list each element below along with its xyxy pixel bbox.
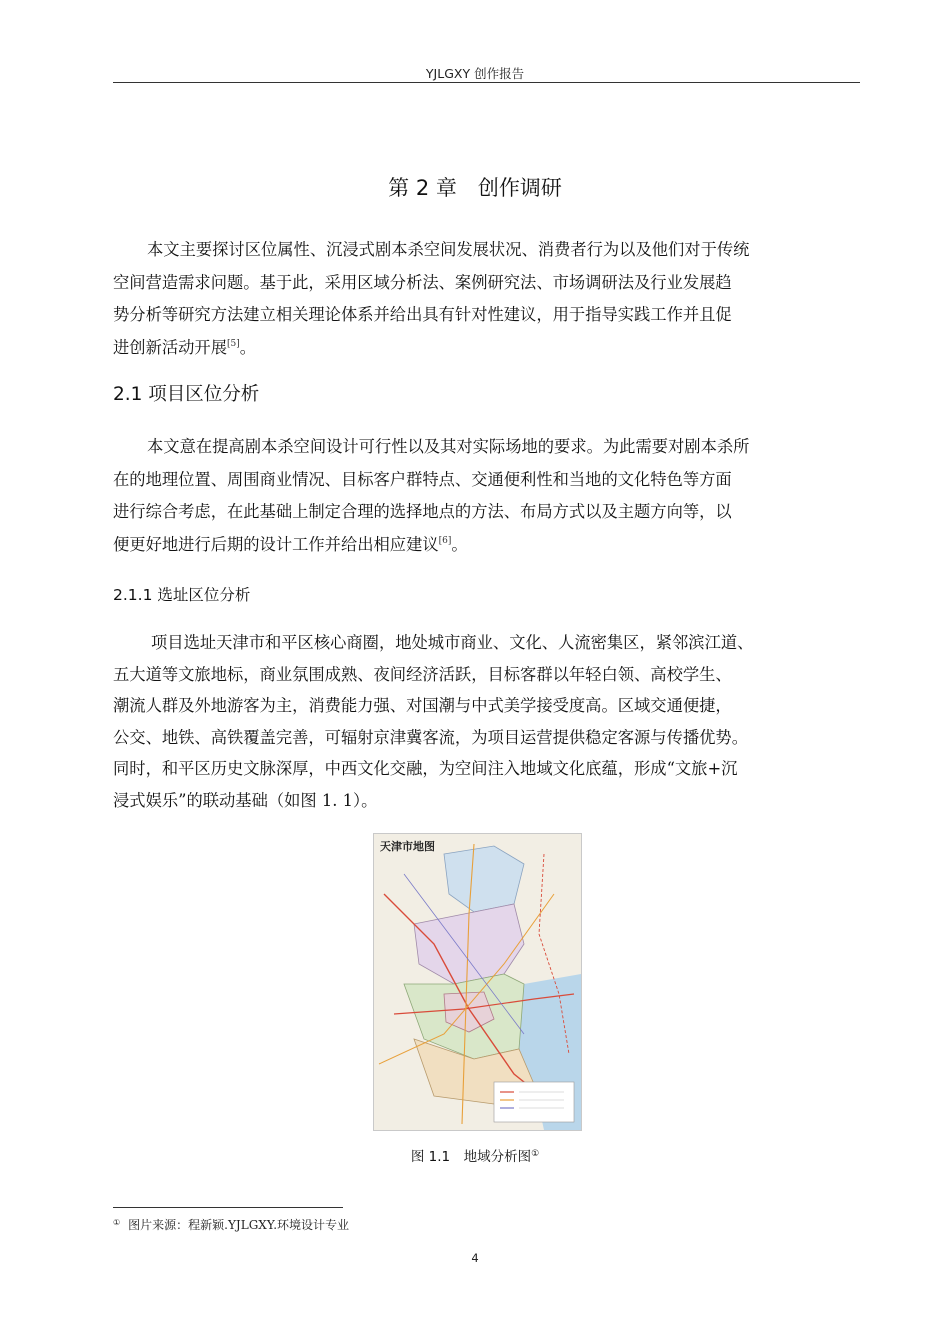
text-line: 五大道等文旅地标，商业氛围成熟、夜间经济活跃，目标客群以年轻白领、高校学生、 [113,664,732,684]
text-line: 项目选址天津市和平区核心商圈，地处城市商业、文化、人流密集区，紧邻滨江道、 [151,633,754,652]
section-2-1-paragraph [113,431,860,561]
text-line: 同时，和平区历史文脉深厚，中西文化交融，为空间注入地域文化底蕴，形成“文旅+沉 [113,759,738,778]
text-tail: 。 [239,337,257,357]
text-line-last [113,529,860,562]
text-line: 势分析等研究方法建立相关理论体系并给出具有针对性建议，用于指导实践工作并且促 [113,305,732,324]
text-line: 本文主要探讨区位属性、沉浸式剧本杀空间发展状况、消费者行为以及他们对于传统 [147,240,750,259]
footnote-mark: ① [113,1218,121,1227]
text-line: 本文意在提高剧本杀空间设计可行性以及其对实际场地的要求。为此需要对剧本杀所 [147,437,750,456]
footnote [113,1216,349,1233]
text-run: 便更好地进行后期的设计工作并给出相应建议 [113,534,439,554]
text-line-last [113,332,860,365]
section-heading-2-1-1: 2.1.1 选址区位分析 [113,586,251,604]
footnote-text: 图片来源：程新颖.YJLGXY.环境设计专业 [128,1218,350,1232]
map-title-label: 天津市地图 [380,840,435,853]
section-2-1-1-paragraph [113,627,860,816]
text-line: 空间营造需求问题。基于此，采用区域分析法、案例研究法、市场调研法及行业发展趋 [113,272,732,292]
footnote-marker[interactable]: ① [531,1149,540,1159]
text-line: 进行综合考虑，在此基础上制定合理的选择地点的方法、布局方式以及主题方向等，以 [113,502,732,521]
map-figure [373,833,582,1131]
text-line: 公交、地铁、高铁覆盖完善，可辐射京津冀客流，为项目运营提供稳定客源与传播优势。 [113,727,748,747]
footnote-rule [113,1207,343,1208]
figure-caption-text: 图 1.1 地域分析图 [410,1149,532,1165]
citation-ref[interactable]: [6] [438,535,452,546]
text-line: 潮流人群及外地游客为主，消费能力强、对国潮与中式美学接受度高。区域交通便捷， [113,696,732,715]
figure-caption [0,1145,950,1165]
running-header: YJLGXY 创作报告 [425,66,525,81]
intro-paragraph [113,234,860,364]
text-run: 进创新活动开展 [113,337,227,357]
section-heading-2-1: 2.1 项目区位分析 [113,384,260,405]
header-rule [113,82,860,83]
text-tail: 。 [451,534,468,554]
citation-ref[interactable]: [5] [226,338,240,349]
text-line: 在的地理位置、周围商业情况、目标客户群特点、交通便利性和当地的文化特色等方面 [113,469,732,489]
page-number: 4 [471,1251,479,1265]
tianjin-map-image [374,834,581,1130]
chapter-title: 第 2 章 创作调研 [388,176,562,200]
text-line: 浸式娱乐”的联动基础（如图 1. 1）。 [113,790,378,810]
